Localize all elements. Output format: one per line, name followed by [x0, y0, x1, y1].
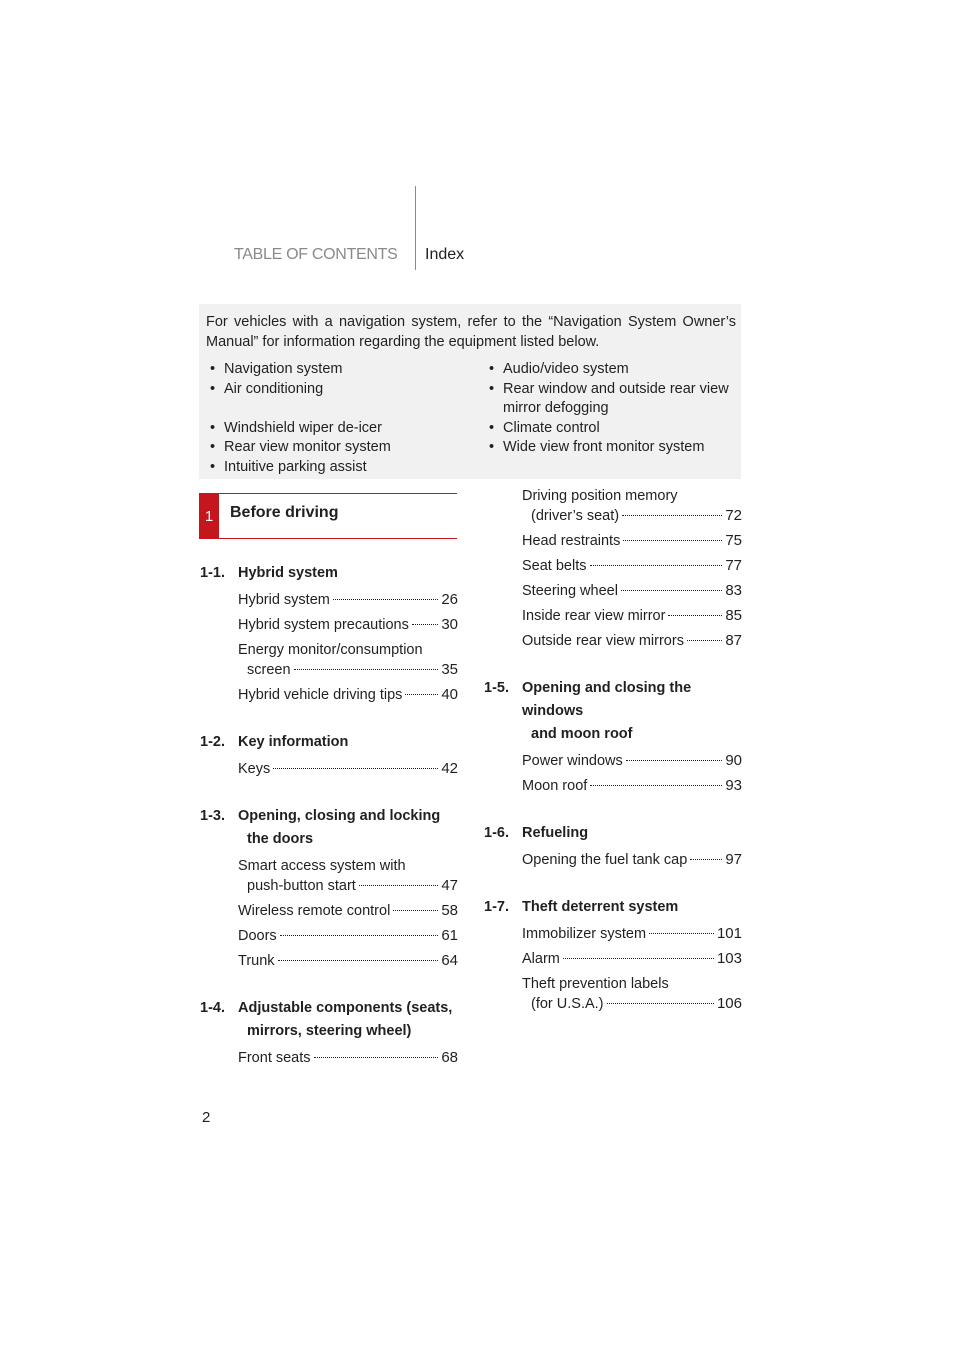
entry-page: 40 [441, 686, 458, 703]
entry-page: 68 [441, 1049, 458, 1066]
chapter-number: 1-3. [200, 808, 225, 824]
entry-label: Keys [238, 761, 271, 777]
toc-entry[interactable] [522, 631, 742, 651]
entry-label: Opening the fuel tank cap [522, 852, 688, 868]
entry-label-continued: (for U.S.A.) [531, 996, 604, 1012]
dot-leader [621, 590, 722, 591]
chapter-title: Refueling [522, 825, 589, 841]
toc-entry[interactable] [238, 856, 458, 896]
dot-leader [563, 958, 714, 959]
note-list-right [485, 360, 735, 458]
top-navigation [0, 246, 960, 268]
entry-label: Wireless remote control [238, 903, 391, 919]
toc-entry[interactable] [238, 951, 458, 971]
chapter-title [238, 997, 458, 1043]
entry-label: Front seats [238, 1050, 311, 1066]
chapter-heading[interactable] [484, 822, 742, 845]
dot-leader [280, 935, 439, 936]
dot-leader [294, 669, 439, 670]
dot-leader [690, 859, 722, 860]
entry-label: Immobilizer system [522, 926, 647, 942]
dot-leader [412, 624, 438, 625]
dot-leader [278, 960, 439, 961]
toc-entry[interactable] [522, 556, 742, 576]
list-item: • Air conditioning [206, 380, 476, 400]
entry-label: Doors [238, 928, 277, 944]
entry-page: 64 [441, 952, 458, 969]
entry-label: Hybrid system [238, 592, 330, 608]
toc-entry[interactable] [522, 606, 742, 626]
dot-leader [626, 760, 723, 761]
chapter-number: 1-4. [200, 1000, 225, 1016]
page-number: 2 [202, 1109, 211, 1126]
chapter-number: 1-6. [484, 825, 509, 841]
toc-entry[interactable] [522, 751, 742, 771]
entry-page: 47 [441, 877, 458, 894]
list-item: • Rear window and outside rear view mirror defogging [485, 380, 735, 419]
entry-page: 58 [441, 902, 458, 919]
chapter-number: 1-2. [200, 734, 225, 750]
section-number-badge: 1 [199, 494, 219, 538]
entry-page: 61 [441, 927, 458, 944]
entry-label: Energy monitor/consumption [238, 642, 423, 658]
toc-entry[interactable] [238, 1048, 458, 1068]
chapter-heading[interactable] [200, 562, 458, 585]
chapter-heading[interactable] [484, 677, 742, 746]
toc-entry[interactable] [238, 685, 458, 705]
entry-page: 93 [725, 777, 742, 794]
dot-leader [649, 933, 714, 934]
dot-leader [687, 640, 722, 641]
entry-label: Inside rear view mirror [522, 608, 666, 624]
toc-entry[interactable] [238, 615, 458, 635]
chapter-title: Theft deterrent system [522, 899, 679, 915]
entry-label: Seat belts [522, 558, 587, 574]
note-text: For vehicles with a navigation system, refer to the “Navigation System Owner’s Manual” for information regarding the equipment listed below. [206, 314, 736, 350]
section-header [199, 493, 457, 539]
table-of-contents-link[interactable]: TABLE OF CONTENTS [234, 246, 398, 263]
entry-label: Head restraints [522, 533, 621, 549]
dot-leader [622, 515, 722, 516]
entry-label: Outside rear view mirrors [522, 633, 684, 649]
toc-entry[interactable] [238, 926, 458, 946]
entry-page: 87 [725, 632, 742, 649]
entry-label: Hybrid system precautions [238, 617, 409, 633]
toc-entry[interactable] [522, 581, 742, 601]
entry-label: Theft prevention labels [522, 976, 669, 992]
toc-entry[interactable] [522, 531, 742, 551]
entry-label-continued: (driver’s seat) [531, 508, 620, 524]
dot-leader [590, 565, 723, 566]
toc-entry[interactable] [238, 759, 458, 779]
dot-leader [590, 785, 722, 786]
entry-page: 101 [716, 925, 742, 942]
list-item: • Intuitive parking assist [206, 458, 476, 478]
entry-label: Trunk [238, 953, 275, 969]
entry-page: 90 [725, 752, 742, 769]
chapter-number: 1-7. [484, 899, 509, 915]
entry-page: 26 [441, 591, 458, 608]
chapter-heading[interactable] [200, 731, 458, 754]
entry-page: 72 [725, 507, 742, 524]
entry-label: Hybrid vehicle driving tips [238, 687, 403, 703]
dot-leader [405, 694, 438, 695]
chapter-title: Hybrid system [238, 565, 338, 581]
entry-label: Moon roof [522, 778, 588, 794]
entry-page: 75 [725, 532, 742, 549]
note-list-left [206, 360, 476, 477]
chapter-title-line: Opening and closing the windows [522, 680, 692, 719]
toc-entry[interactable] [522, 949, 742, 969]
dot-leader [359, 885, 438, 886]
dot-leader [333, 599, 438, 600]
list-item: • Windshield wiper de-icer [206, 419, 476, 439]
list-item: • Navigation system [206, 360, 476, 380]
dot-leader [273, 768, 438, 769]
index-link[interactable]: Index [425, 246, 465, 263]
chapter-heading[interactable] [200, 997, 458, 1043]
list-item: • Audio/video system [485, 360, 735, 380]
entry-page: 85 [725, 607, 742, 624]
entry-page: 103 [716, 950, 742, 967]
list-item: • Rear view monitor system [206, 438, 476, 458]
chapter-heading[interactable] [484, 896, 742, 919]
toc-entry[interactable] [238, 590, 458, 610]
toc-column-right [484, 486, 742, 1014]
dot-leader [668, 615, 722, 616]
list-item: • Climate control [485, 419, 735, 439]
chapter-title-line: mirrors, steering wheel) [247, 1023, 412, 1039]
toc-entry[interactable] [238, 901, 458, 921]
entry-page: 35 [441, 661, 458, 678]
toc-entry[interactable] [522, 850, 742, 870]
dot-leader [314, 1057, 439, 1058]
toc-entry[interactable] [522, 924, 742, 944]
entry-label: Driving position memory [522, 488, 678, 504]
entry-page: 83 [725, 582, 742, 599]
navigation-note-box [199, 304, 741, 479]
entry-page: 77 [725, 557, 742, 574]
chapter-heading[interactable] [200, 805, 458, 851]
entry-label: Smart access system with [238, 858, 406, 874]
chapter-title: Key information [238, 734, 349, 750]
chapter-title-line: Adjustable components (seats, [238, 1000, 453, 1016]
chapter-title-line: Opening, closing and locking [238, 808, 441, 824]
chapter-title-line: the doors [247, 831, 314, 847]
entry-page: 30 [441, 616, 458, 633]
entry-label-continued: push-button start [247, 878, 356, 894]
dot-leader [607, 1003, 714, 1004]
chapter-number: 1-1. [200, 565, 225, 581]
chapter-title [522, 677, 742, 746]
chapter-title-line: and moon roof [531, 726, 633, 742]
entry-page: 42 [441, 760, 458, 777]
list-item: • Wide view front monitor system [485, 438, 735, 458]
toc-entry[interactable] [522, 974, 742, 1014]
toc-entry[interactable] [522, 486, 742, 526]
dot-leader [393, 910, 438, 911]
entry-label-continued: screen [247, 662, 291, 678]
entry-page: 106 [716, 995, 742, 1012]
toc-column-left [200, 562, 458, 1068]
entry-page: 97 [725, 851, 742, 868]
toc-entry[interactable] [522, 776, 742, 796]
chapter-title [238, 805, 458, 851]
entry-label: Steering wheel [522, 583, 618, 599]
chapter-number: 1-5. [484, 680, 509, 696]
dot-leader [623, 540, 722, 541]
entry-label: Power windows [522, 753, 623, 769]
section-title: Before driving [230, 504, 339, 521]
entry-label: Alarm [522, 951, 560, 967]
toc-entry[interactable] [238, 640, 458, 680]
